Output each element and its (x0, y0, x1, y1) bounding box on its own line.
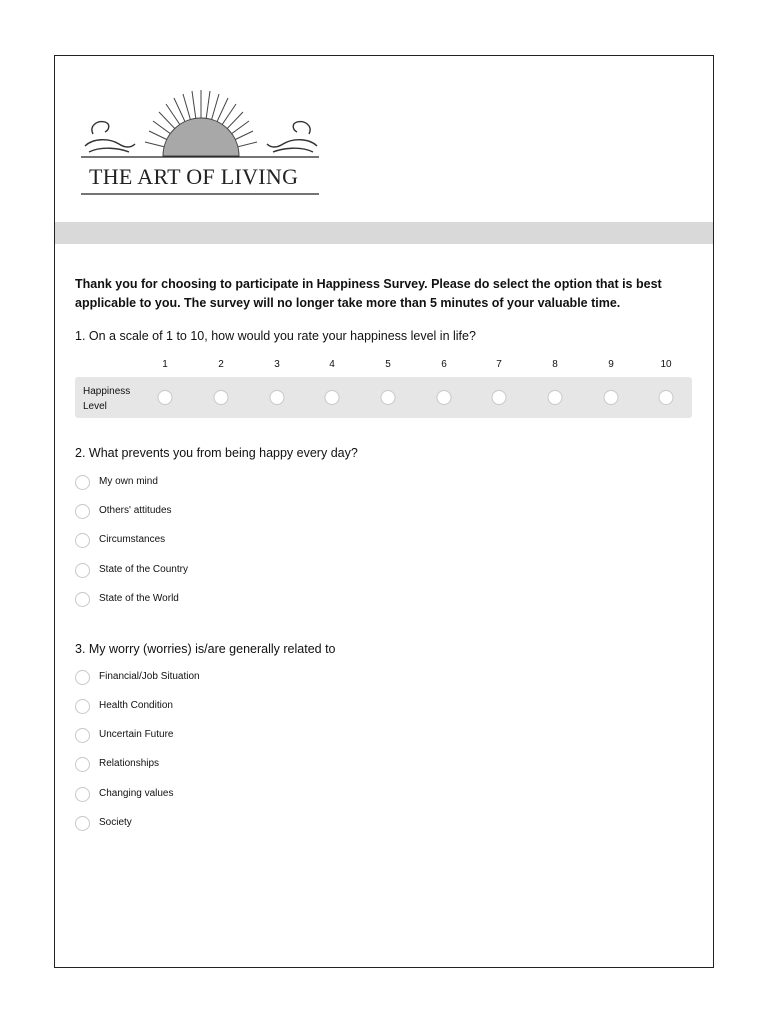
rating-radio-1[interactable] (158, 390, 173, 405)
q3-option-label: Financial/Job Situation (99, 671, 200, 682)
rating-radio-10[interactable] (659, 390, 674, 405)
scale-label-10: 10 (660, 359, 672, 370)
q3-radio[interactable] (75, 670, 90, 685)
scale-label-1: 1 (162, 359, 168, 370)
happiness-level-row (75, 377, 692, 418)
rating-radio-7[interactable] (492, 390, 507, 405)
rating-radio-2[interactable] (214, 390, 229, 405)
rating-radio-3[interactable] (270, 390, 285, 405)
scale-label-4: 4 (329, 359, 335, 370)
scale-label-6: 6 (441, 359, 447, 370)
survey-page (54, 55, 714, 968)
q2-option-label: State of the World (99, 593, 179, 604)
q3-option-label: Changing values (99, 788, 174, 799)
q3-option-label: Health Condition (99, 700, 173, 711)
q3-radio[interactable] (75, 699, 90, 714)
q3-radio[interactable] (75, 728, 90, 743)
rating-radio-8[interactable] (548, 390, 563, 405)
q3-radio[interactable] (75, 787, 90, 802)
q2-option-label: State of the Country (99, 564, 188, 575)
scale-label-8: 8 (552, 359, 558, 370)
q2-radio[interactable] (75, 504, 90, 519)
question-3-title: 3. My worry (worries) is/are generally related to (75, 642, 336, 656)
q2-radio[interactable] (75, 533, 90, 548)
question-2-title: 2. What prevents you from being happy every day? (75, 446, 358, 460)
logo-text: THE ART OF LIVING (89, 164, 299, 189)
header-divider-band (55, 222, 713, 244)
scale-label-7: 7 (496, 359, 502, 370)
rating-radio-6[interactable] (437, 390, 452, 405)
art-of-living-logo (79, 86, 321, 198)
q2-radio[interactable] (75, 563, 90, 578)
q3-radio[interactable] (75, 816, 90, 831)
q2-radio[interactable] (75, 475, 90, 490)
q2-option-label: Others' attitudes (99, 505, 172, 516)
q3-option-label: Relationships (99, 758, 160, 769)
q3-option-label: Society (99, 817, 132, 828)
q2-option-label: Circumstances (99, 534, 166, 545)
happiness-level-label: Happiness Level (83, 386, 131, 412)
scale-label-9: 9 (608, 359, 614, 370)
scale-label-2: 2 (218, 359, 224, 370)
scale-header (55, 359, 713, 373)
q3-radio[interactable] (75, 757, 90, 772)
q2-radio[interactable] (75, 592, 90, 607)
rating-radio-9[interactable] (604, 390, 619, 405)
q2-option-label: My own mind (99, 476, 158, 487)
rating-radio-4[interactable] (325, 390, 340, 405)
intro-text: Thank you for choosing to participate in Happiness Survey. Please do select the option that is best applicable to you. The survey will no longer take more than 5 minutes of your valuable time. (75, 277, 662, 310)
question-1-title: 1. On a scale of 1 to 10, how would you rate your happiness level in life? (75, 329, 476, 343)
q3-option-label: Uncertain Future (99, 729, 174, 740)
rating-radio-5[interactable] (381, 390, 396, 405)
scale-label-3: 3 (274, 359, 280, 370)
scale-label-5: 5 (385, 359, 391, 370)
